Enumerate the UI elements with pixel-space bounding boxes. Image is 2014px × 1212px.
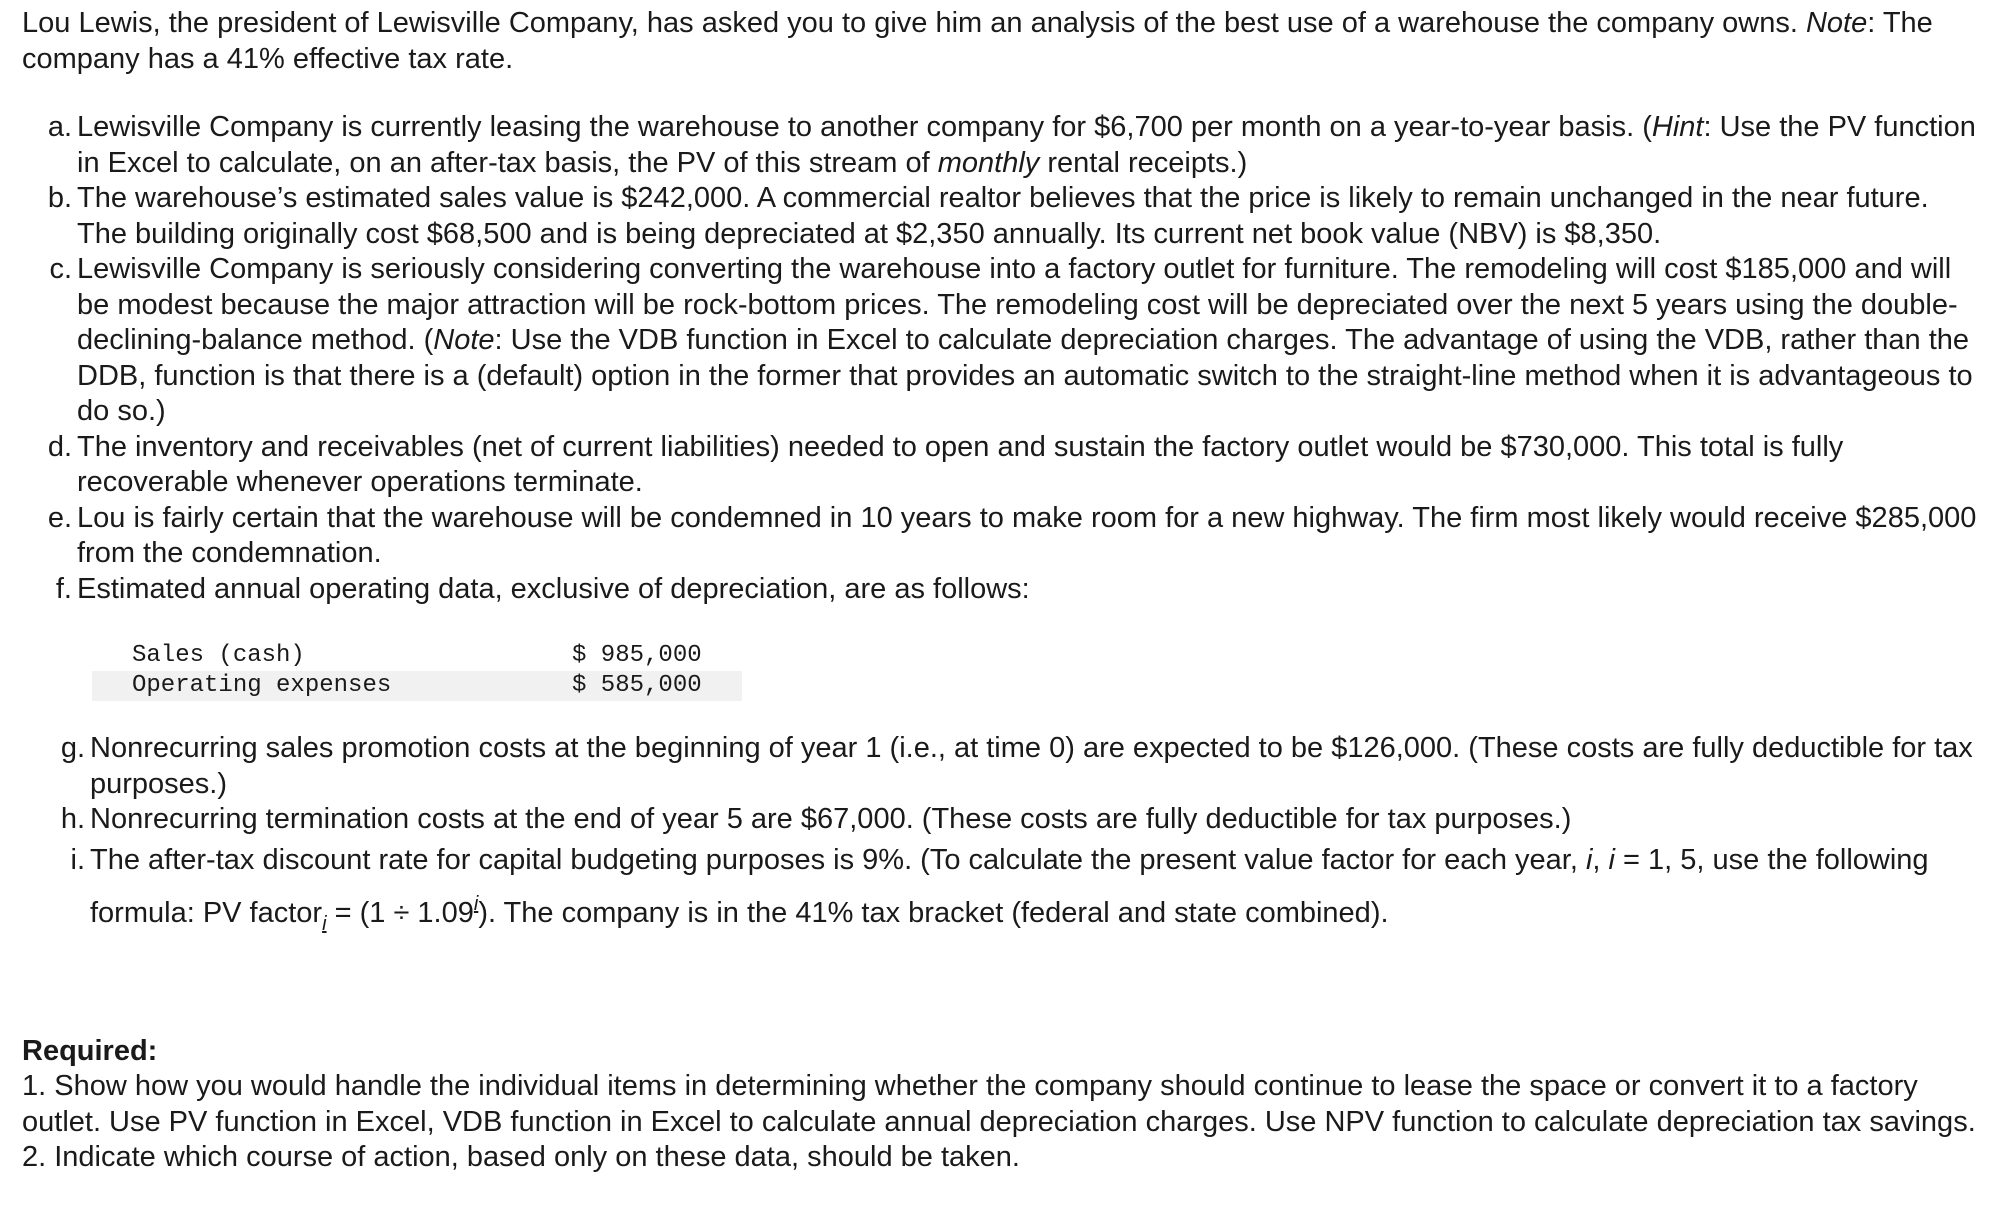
table-row [92, 671, 742, 701]
note-label: Note [1805, 7, 1868, 39]
table-row [92, 641, 742, 671]
note-label: Note [433, 324, 495, 356]
item-marker: f. [55, 572, 72, 605]
item-marker: b. [47, 182, 72, 214]
item-e: e. Lou is fairly certain that the warehouse will be condemned in 10 years to make room for a new highway. The firm most likely would receive $285,000 from the condemnation. [22, 501, 1982, 572]
superscript-i: i [473, 892, 479, 915]
item-marker: d. [47, 430, 72, 463]
problem-page [22, 6, 1982, 1176]
row-label: Operating expenses [132, 672, 392, 699]
item-list-upper [22, 110, 1982, 607]
item-marker: i. [70, 843, 85, 876]
required-section [22, 1034, 1982, 1176]
item-marker: a. [47, 111, 72, 143]
operating-data-table [92, 641, 742, 701]
item-f: f. Estimated annual operating data, exclusive of depreciation, are as follows: [22, 572, 1982, 608]
item-i: i. The after-tax discount rate for capital budgeting purposes is 9%. (To calculate the present value factor for each year, i, i = 1, 5, use the following formula: PV factor$_i$ = $(1 \div 1.09^i)$. The company is in the 41% tax bracket (federal and state combined). [22, 838, 1982, 946]
item-b: b. The warehouse’s estimated sales value is $242,000. A commercial realtor believes that the price is likely to remain unchanged in the near future. The building originally cost $68,500 and is being depreciated at $2,350 annually. Its current net book value (NBV) is $8,350. [22, 181, 1982, 252]
required-heading: Required: [22, 1034, 158, 1067]
row-value: $ 985,000 [572, 642, 702, 669]
row-label: Sales (cash) [132, 642, 305, 669]
row-value: $ 585,000 [572, 672, 702, 699]
item-list-lower [22, 731, 1982, 946]
hint-label: Hint [1651, 111, 1704, 143]
item-h: h. Nonrecurring termination costs at the end of year 5 are $67,000. (These costs are fully deductible for tax purposes.) [22, 802, 1982, 838]
item-marker: c. [49, 253, 72, 285]
item-marker: g. [60, 732, 85, 764]
item-marker: e. [47, 501, 72, 534]
subscript-i: i [322, 912, 327, 935]
requirement-1: 1. Show how you would handle the individual items in determining whether the company should continue to lease the space or convert it to a factory outlet. Use PV function in Excel, VDB function in Excel to calculate annual depreciation charges. Use NPV function to calculate depreciation tax savings. [22, 1070, 1976, 1138]
item-d: d. The inventory and receivables (net of current liabilities) needed to open and sustain the factory outlet would be $730,000. This total is fully recoverable whenever operations terminate. [22, 430, 1982, 501]
item-a: a. Lewisville Company is currently leasing the warehouse to another company for $6,700 per month on a year-to-year basis. (Hint: Use the PV function in Excel to calculate, on an after-tax basis, the PV of this stream of monthly rental receipts.) [22, 110, 1982, 181]
item-c: c. Lewisville Company is seriously considering converting the warehouse into a factory outlet for furniture. The remodeling will cost $185,000 and will be modest because the major attraction will be rock-bottom prices. The remodeling cost will be depreciated over the next 5 years using the double-declining-balance method. (Note: Use the VDB function in Excel to calculate depreciation charges. The advantage of using the VDB, rather than the DDB, function is that there is a (default) option in the former that provides an automatic switch to the straight-line method when it is advantageous to do so.) [22, 252, 1982, 430]
requirement-2: 2. Indicate which course of action, based only on these data, should be taken. [22, 1141, 1020, 1173]
item-g: g. Nonrecurring sales promotion costs at the beginning of year 1 (i.e., at time 0) are expected to be $126,000. (These costs are fully deductible for tax purposes.) [22, 731, 1982, 802]
item-marker: h. [60, 803, 85, 835]
intro-paragraph: Lou Lewis, the president of Lewisville Company, has asked you to give him an analysis of the best use of a warehouse the company owns. Note: The company has a 41% effective tax rate. [22, 7, 1933, 75]
